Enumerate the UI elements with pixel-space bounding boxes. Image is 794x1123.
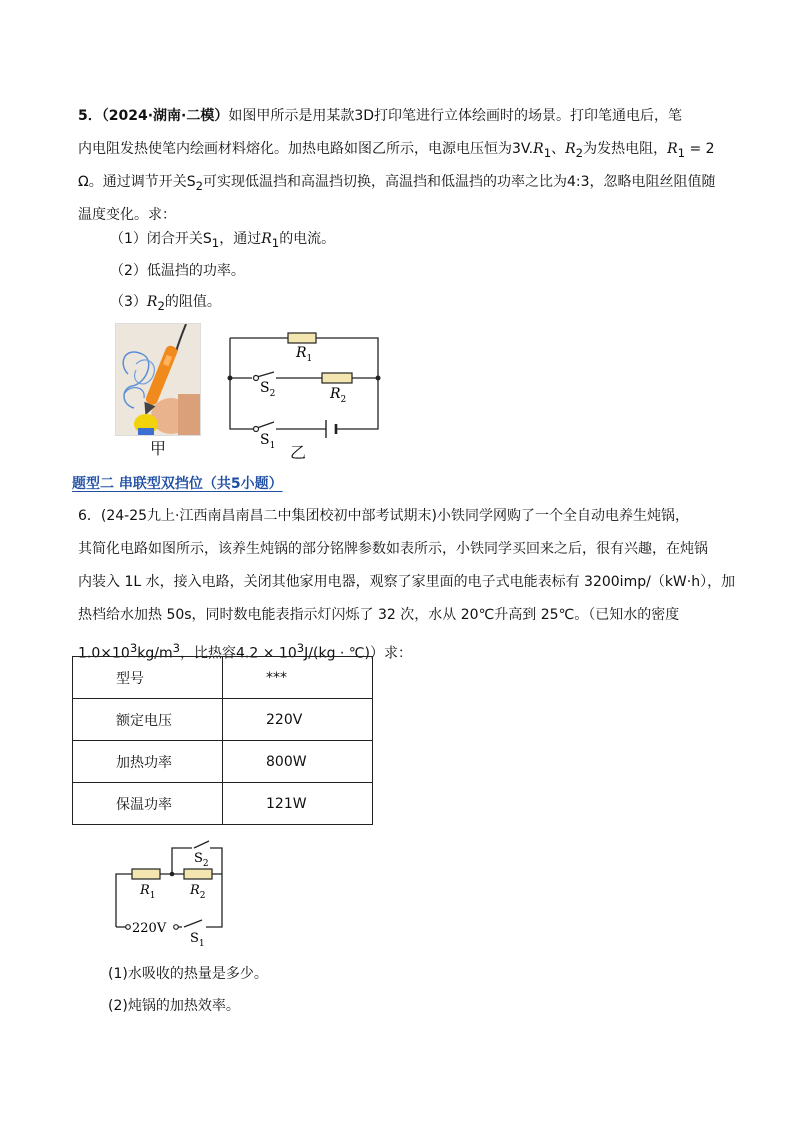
- q5-number: 5．: [78, 108, 102, 124]
- q5-line-1: [78, 100, 728, 133]
- q6-density-a: 1.0×10: [78, 645, 130, 662]
- table-cell: ***: [223, 657, 373, 699]
- table-cell: 型号: [73, 657, 223, 699]
- table-cell: 保温功率: [73, 783, 223, 825]
- q5-r1-symbol: R: [533, 141, 544, 157]
- q5-source: （2024·湖南·二模）: [101, 108, 229, 124]
- table-cell: 800W: [223, 741, 373, 783]
- q6-density-exp: 3: [129, 641, 138, 655]
- yi-r1-symbol: R: [296, 345, 307, 361]
- yi-s2-symbol: S: [260, 380, 270, 396]
- figure-label-jia: 甲: [150, 439, 167, 458]
- q5-sub-3: [110, 287, 221, 321]
- pen-photo: [115, 323, 201, 436]
- q6-s1-symbol: S: [190, 931, 199, 946]
- question-6: [78, 500, 735, 665]
- table-cell: 220V: [223, 699, 373, 741]
- table-row: [73, 657, 373, 699]
- q5-text-2: 内电阻发热使笔内绘画材料熔化。加热电路如图乙所示，电源电压恒为3V.: [78, 141, 534, 157]
- pen-photo-illustration: [116, 324, 200, 435]
- question-5: [78, 100, 728, 232]
- yi-s2-label: [260, 380, 275, 399]
- table-row: [73, 783, 373, 825]
- q5-sub3-r2: R: [146, 294, 158, 310]
- q5-sub3-a: （3）: [110, 294, 147, 310]
- q5-sub1-r1: R: [261, 231, 272, 247]
- q5-line-3: [78, 166, 728, 199]
- q5-text-3: Ω。通过调节开关S: [78, 174, 196, 190]
- q5-sub3-r2-sub: 2: [157, 298, 165, 313]
- q5-sub3-b: 的阻值。: [164, 294, 221, 310]
- q6-voltage-label: 220V: [132, 921, 167, 936]
- q5-r1-eq-sub: 1: [677, 145, 686, 160]
- q5-separator: 、: [551, 141, 566, 157]
- q6-heat-capacity-exp: 3: [296, 641, 305, 655]
- q5-sub1-a: （1）闭合开关S: [110, 231, 212, 247]
- q6-s1-label: [190, 931, 205, 948]
- table-row: [73, 699, 373, 741]
- q6-s2-label: [194, 851, 209, 869]
- table-cell: 121W: [223, 783, 373, 825]
- q5-sub1-r1-sub: 1: [271, 235, 280, 250]
- yi-r2-label: [329, 386, 346, 405]
- q6-s1-subscript: 1: [198, 939, 205, 948]
- q5-r1-eq-symbol: R: [667, 141, 678, 157]
- yi-r1-subscript: 1: [306, 354, 313, 364]
- q5-r1-sub: 1: [543, 145, 552, 160]
- q6-line-3: 内装入 1L 水，接入电路，关闭其他家用电器，观察了家里面的电子式电能表标有 3200imp/（kW·h），加: [78, 574, 736, 590]
- q6-r1-subscript: 1: [149, 891, 156, 901]
- figure-label-yi: 乙: [290, 443, 307, 462]
- q6-density-unit: kg/m: [137, 645, 173, 662]
- yi-r1-label: [295, 345, 312, 364]
- yi-r2-subscript: 2: [340, 395, 347, 405]
- table-cell: 额定电压: [73, 699, 223, 741]
- q5-sub1-c: 的电流。: [279, 231, 336, 247]
- q6-line-4: 热档给水加热 50s，同时数电能表指示灯闪烁了 32 次，水从 20℃升高到 25℃。（已知水的密度: [78, 607, 680, 623]
- q5-r1-eq-value: = 2: [685, 141, 715, 157]
- q5-line-2: [78, 133, 728, 166]
- yi-s1-label: [260, 432, 275, 451]
- q5-text-2-end: 为发热电阻，: [583, 141, 668, 157]
- q5-r2-symbol: R: [565, 141, 576, 157]
- q6-sub-2: (2)炖锅的加热效率。: [108, 998, 240, 1014]
- q5-text-3-rest: 可实现低温挡和高温挡切换，高温挡和低温挡的功率之比为4:3，忽略电阻丝阻值随: [203, 174, 716, 190]
- q5-sub-1: [110, 224, 335, 258]
- q6-line-2: 其简化电路如图所示，该养生炖锅的部分铭牌参数如表所示，小铁同学买回来之后，很有兴趣，在炖锅: [78, 541, 708, 557]
- yi-s2-subscript: 2: [269, 389, 276, 399]
- q6-sub-1: (1)水吸收的热量是多少。: [108, 966, 268, 982]
- q6-heat-capacity: ，比热容4.2 × 10: [180, 645, 297, 662]
- yi-s1-symbol: S: [260, 432, 270, 448]
- q5-line-4: 温度变化。求：: [78, 207, 176, 223]
- q6-line-1: 6．(24-25九上·江西南昌南昌二中集团校初中部考试期末)小铁同学网购了一个全自动电养生炖锅，: [78, 508, 689, 524]
- nameplate-table: [72, 656, 373, 825]
- q6-heat-capacity-unit: J/(kg · ℃)）求：: [304, 645, 412, 662]
- q6-r2-symbol: R: [190, 883, 200, 898]
- q6-s2-subscript: 2: [202, 859, 209, 869]
- yi-r2-symbol: R: [330, 386, 341, 402]
- section-title: 题型二 串联型双挡位（共5小题）: [72, 476, 283, 492]
- q5-text-1: 如图甲所示是用某款3D打印笔进行立体绘画时的场景。打印笔通电后，笔: [228, 108, 683, 124]
- q5-sub1-s1-sub: 1: [211, 235, 220, 250]
- q6-r1-symbol: R: [140, 883, 150, 898]
- table-cell: 加热功率: [73, 741, 223, 783]
- table-row: [73, 741, 373, 783]
- q6-r2-subscript: 2: [199, 891, 206, 901]
- q5-sub-2: （2）低温挡的功率。: [110, 263, 245, 279]
- q6-r1-label: [139, 883, 156, 901]
- q5-s2-sub: 2: [195, 178, 204, 193]
- yi-s1-subscript: 1: [269, 441, 276, 451]
- q6-r2-label: [189, 883, 206, 901]
- q6-density-unit-exp: 3: [172, 641, 181, 655]
- q5-r2-sub: 2: [575, 145, 584, 160]
- circuit-diagram-q6: [108, 838, 232, 948]
- q6-s2-symbol: S: [194, 851, 203, 866]
- q5-sub1-b: ，通过: [219, 231, 262, 247]
